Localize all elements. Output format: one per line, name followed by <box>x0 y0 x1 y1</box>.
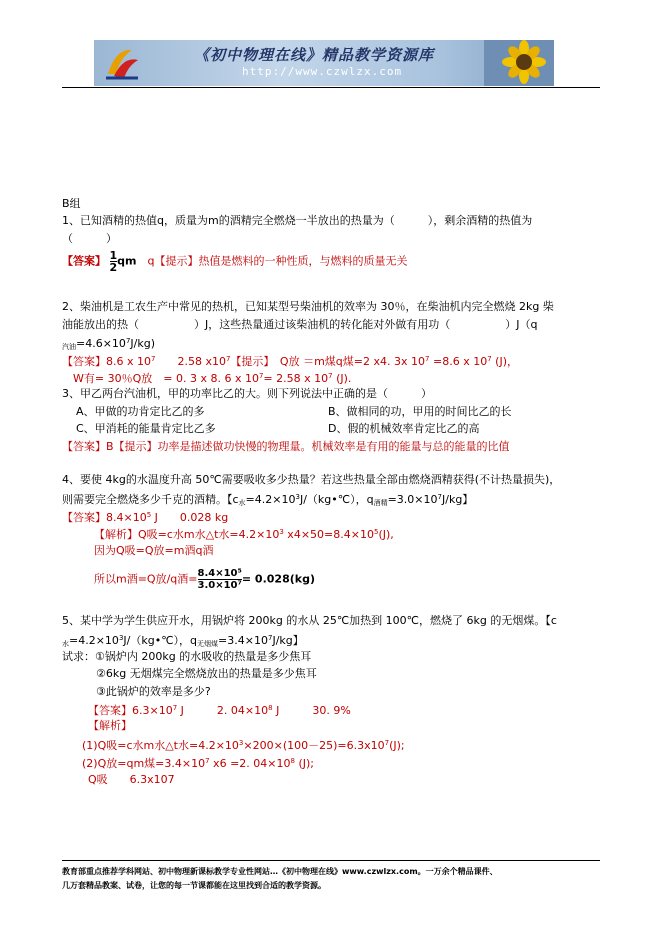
q5-calc-2: (2)Q放=qm煤$=3.4\times 10^7$ x6 =2. $04\times 10^8$ (J); <box>82 757 314 770</box>
header-banner <box>94 40 554 86</box>
q2-stem-end: $_{汽油}=4.6\times 10^7J/kg$) <box>62 337 156 351</box>
q5-sub-1: 试求：①锅炉内 200kg 的水吸收的热量是多少焦耳 <box>62 650 312 663</box>
q1-hint: q【提示】热值是燃料的一种性质，与燃料的质量无关 <box>136 254 408 268</box>
q4-stem-cont: 则需要完全燃烧多少千克的酒精。【$c_水=4.2\times 10^3J/(kg•℃)$，$q_{酒精}=3.0\times 10^7J/kg$】 <box>62 493 474 507</box>
sunflower-icon <box>484 40 554 86</box>
footer-divider <box>62 860 600 861</box>
q3-option-a: A、甲做的功肯定比乙的多 <box>76 405 205 418</box>
q5-calc-1: (1)Q吸=c水m水△t水$=4.2\times 10^3\times 200\times(100-25)=6.3x10^7(J)$; <box>82 739 405 752</box>
site-url[interactable]: http://www.czwlzx.com <box>242 65 403 78</box>
q3-option-d: D、假的机械效率肯定比乙的高 <box>328 422 480 435</box>
q2-answer-cont: W有= 30％Q放 = 0. 3 x 8. 6 x $10^7= 2.58$ x $10^7$ (J). <box>62 372 352 385</box>
q5-stem: 5、某中学为学生供应开水，用锅炉将 200kg 的水从 25℃加热到 100℃，燃烧了 6kg 的无烟煤。【c <box>62 614 557 627</box>
q5-stem-cont: $_水=4.2\times 10^3J/(kg•℃)$，$q_{无烟煤}=3.4\times 10^7J/kg$】 <box>62 634 304 648</box>
q1-answer: 【答案】 $\frac{1}{2}$ qm q【提示】热值是燃料的一种性质，与燃料的质量无关 <box>62 249 408 274</box>
header-divider <box>62 87 600 88</box>
q5-calc-3: Q吸 6.3x107 <box>88 773 175 786</box>
site-title: 《初中物理在线》精品教学资源库 <box>194 46 435 64</box>
fraction: $\frac{1}{2}$ <box>109 249 118 274</box>
footer-line-1: 教育部重点推荐学科网站、初中物理新课标教学专业性网站…《初中物理在线》www.czwlzx.com。一万余个精品课件、 <box>62 867 498 876</box>
group-label: B组 <box>62 197 81 210</box>
q3-option-c: C、甲消耗的能量肯定比乙多 <box>76 422 216 435</box>
q4-answer: 【答案】$8.4\times 10^5$ J 0.028 kg <box>62 511 229 524</box>
q2-stem-cont: 油能放出的热（ ）J，这些热量通过该柴油机的转化能对外做有用功（ ）J（q <box>62 318 538 331</box>
q3-stem: 3、甲乙两台汽油机，甲的功率比乙的大。则下列说法中正确的是（ ） <box>62 387 432 400</box>
q1-stem: 1、已知酒精的热值q，质量为m的酒精完全燃烧一半放出的热量为（ ），剩余酒精的热值为 <box>62 214 533 227</box>
q4-stem: 4、要使 4kg的水温度升高 50℃需要吸收多少热量？若这些热量全部由燃烧酒精获得(不计热量损失)， <box>62 473 561 486</box>
q2-answer: 【答案】8.6 x $10^7$ 2.58 $x10^7$【提示】 Q放 ＝m煤q煤=2 x4. 3x $10^7 =8.6$ x $10^7$ (J)， <box>62 355 518 368</box>
fraction: $\frac{\text{8.4×10⁵}}{\text{3.0×10⁷}}$ <box>197 568 242 591</box>
q4-analysis-3: 所以m酒=Q放/q酒= $\frac{\text{8.4×10⁵}}{\text{3.0×10⁷}}$ = 0.028(kg) <box>94 568 315 591</box>
q3-option-b: B、做相同的功，甲用的时间比乙的长 <box>328 405 512 418</box>
q2-stem: 2、柴油机是工农生产中常见的热机，已知某型号柴油机的效率为 30％，在柴油机内完全燃烧 2kg 柴 <box>62 300 554 313</box>
q5-sub-2: ②6kg 无烟煤完全燃烧放出的热量是多少焦耳 <box>96 667 317 680</box>
q4-analysis: 【解析】Q吸=c水m水△t水$=4.2\times 10^3$ $x4\times 50=8.4\times 10^5(J)$, <box>94 528 394 541</box>
q3-answer: 【答案】B【提示】功率是描述做功快慢的物理量。机械效率是有用的能量与总的能量的比值 <box>62 440 510 453</box>
site-logo-icon <box>102 44 142 82</box>
q4-analysis-2: 因为Q吸=Q放=m酒q酒 <box>94 544 214 557</box>
answer-label: 【答案】 <box>62 254 106 268</box>
q5-answer: 【答案】$6.3\times 10^7$ J 2. $04\times 10^8$ J 30. 9% <box>88 704 351 717</box>
q5-sub-3: ③此锅炉的效率是多少? <box>96 685 211 698</box>
q5-analysis-label: 【解析】 <box>88 719 132 732</box>
q1-stem-cont: （ ） <box>62 232 117 245</box>
footer-line-2: 几万套精品教案、试卷，让您的每一节课都能在这里找到合适的教学资源。 <box>62 881 326 890</box>
